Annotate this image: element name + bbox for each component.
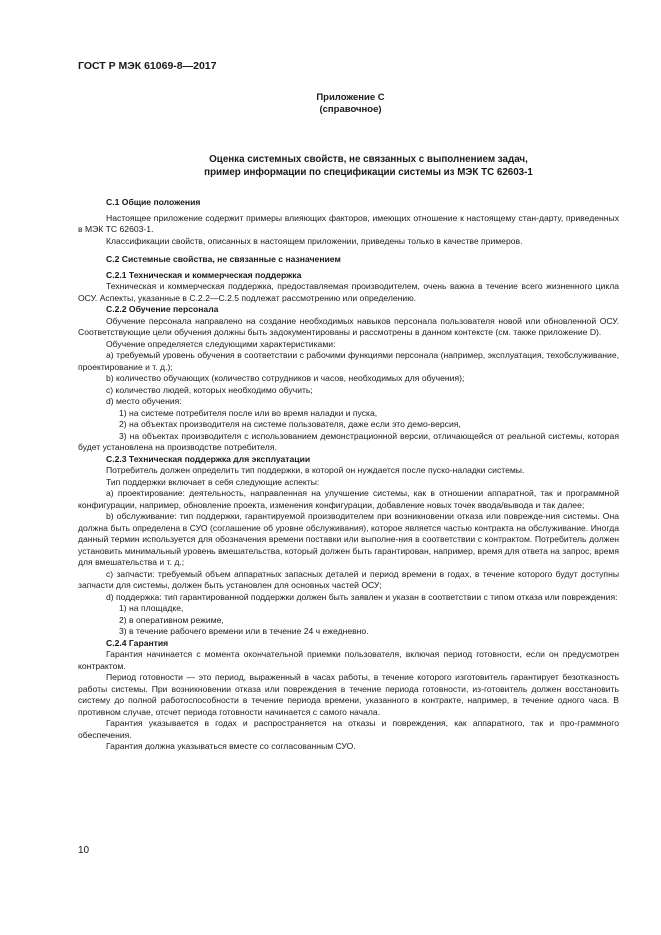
page-number: 10 [78,845,90,856]
list-item: b) обслуживание: тип поддержки, гарантируемой производителем при возникновении отказа или поврежде-ния системы. Она должна быть определена в СУО (соглашение об уровне обслуживания), которое является частью контракта на обслуживание. Иногда данный термин используется для обозначения времени поставки или выполне-ния в соответствии с контрактом. Потребитель должен установить минимальный уровень вмешательства, который должен быть гарантирован, например, время для ответа на запрос, время для вмешательства и т. д.; [78,511,619,567]
sub-list-item: 3) на объектах производителя с использованием демонстрационной версии, отличающейся от реальной системы, которая будет установлена на производстве потребителя. [78,430,619,452]
appendix-title [78,153,619,179]
paragraph: Классификации свойств, описанных в настоящем приложении, приведены только в качестве примеров. [106,235,523,246]
sub-list-item: 3) в течение рабочего времени или в течение 24 ч ежедневно. [119,626,369,636]
sub-list-item: 2) в оперативном режиме, [119,614,224,625]
list-item: d) место обучения: [106,396,182,406]
paragraph: Обучение определяется следующими характеристиками: [106,338,336,349]
appendix-label: Приложение С [316,92,385,103]
document-body [78,197,619,753]
standard-header: ГОСТ Р МЭК 61069-8—2017 [78,60,217,72]
subsection-heading: С.2.2 Обучение персонала [106,304,219,314]
paragraph: Потребитель должен определить тип поддержки, в которой он нуждается после пуско-наладки системы. [106,465,525,475]
title-line-1: Оценка системных свойств, не связанных с выполнением задач, [209,154,528,165]
appendix-note: (справочное) [319,104,382,115]
subsection-heading: С.2.3 Техническая поддержка для эксплуатации [106,453,311,464]
title-line-2: пример информации по спецификации системы из МЭК ТС 62603-1 [204,167,533,178]
section-heading: С.1 Общие положения [106,197,201,207]
list-item: b) количество обучающих (количество сотрудников и часов, необходимых для обучения); [106,373,465,383]
list-item: d) поддержка: тип гарантированной поддержки должен быть заявлен и указан в соответствии с типом отказа или повреждения: [106,591,618,602]
paragraph: Гарантия начинается с момента окончательной приемки пользователя, включая период готовности, если он предусмотрен контрактом. [78,649,619,671]
list-item: а) требуемый уровень обучения в соответствии с рабочими функциями персонала (например, эксплуатация, техобслуживание, проектирование и т. д.); [78,350,619,372]
paragraph: Тип поддержки включает в себя следующие аспекты: [106,476,320,487]
paragraph: Период готовности — это период, выраженный в часах работы, в течение которого изготовитель гарантирует безотказность работы системы. При возникновении отказа или повреждения в течение периода готовности, из-готовитель должен восстановить систему до полной работоспособности в течение периода времени, указанного в контракте, например, в течение одного часа. В противном случае, отсчет периода готовности начинается с самого начала. [78,672,619,717]
section-heading: С.2 Системные свойства, не связанные с назначением [106,254,341,264]
sub-list-item: 2) на объектах производителя на системе пользователя, даже если это демо-версия, [119,419,461,429]
paragraph: Гарантия должна указываться вместе со согласованным СУО. [106,741,356,751]
list-item: c) запчасти: требуемый объем аппаратных запасных деталей и период времени в годах, в течение которого будут доступны запчасти для системы, должен быть установлен для основных частей ОСУ; [78,568,619,590]
paragraph: Настоящее приложение содержит примеры влияющих факторов, имеющих отношение к настоящему стан-дарту, приведенных в МЭК ТС 62603-1. [78,212,619,234]
subsection-heading: С.2.1 Техническая и коммерческая поддержка [106,269,302,280]
list-item: c) количество людей, которых необходимо обучить; [106,384,313,395]
paragraph: Обучение персонала направлено на создание необходимых навыков персонала пользователя новой или обновленной ОСУ. Соответствующие цели обучения должны быть задокументированы и рассмотрены в данном контексте (см. также приложение D). [78,315,619,337]
list-item: а) проектирование: деятельность, направленная на улучшение системы, как в отношении аппаратной, так и программной конфигурации, например, обновление проекта, изменения конфигурации, добавление новых точек ввода/вывода и так далее; [78,488,619,510]
appendix-heading [0,92,661,116]
sub-list-item: 1) на системе потребителя после или во время наладки и пуска, [119,407,378,418]
subsection-heading: С.2.4 Гарантия [106,637,169,648]
paragraph: Техническая и коммерческая поддержка, предоставляемая производителем, очень важна в течение всего жизненного цикла ОСУ. Аспекты, указанные в С.2.2—С.2.5 подлежат рассмотрению или определению. [78,281,619,303]
paragraph: Гарантия указывается в годах и распространяется на отказы и повреждения, как аппаратного, так и про-граммного обеспечения. [78,718,619,740]
sub-list-item: 1) на площадке, [119,603,184,613]
